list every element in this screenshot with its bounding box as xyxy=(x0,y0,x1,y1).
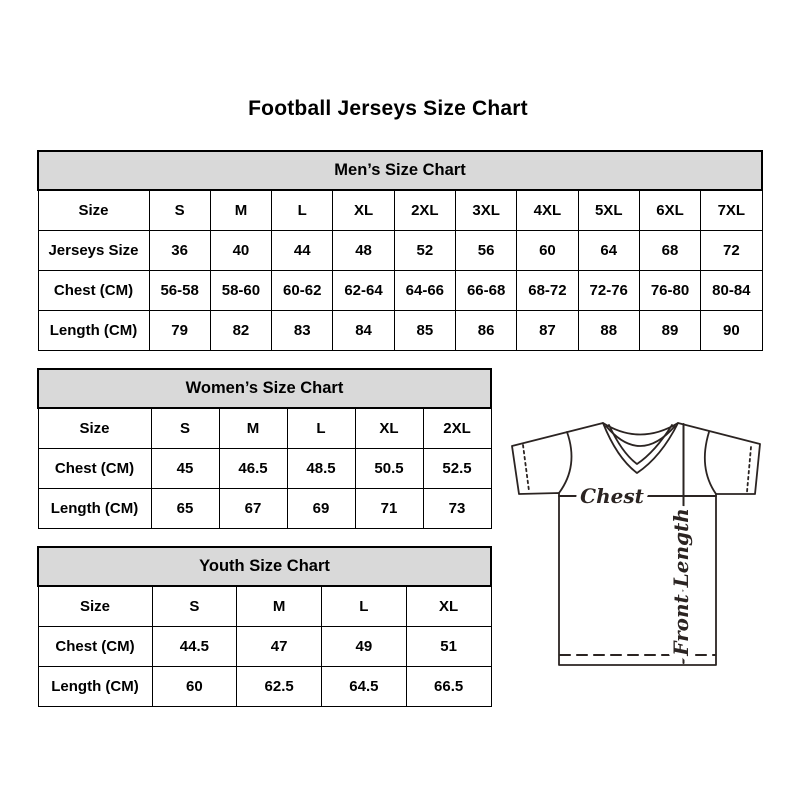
mens-size-table xyxy=(37,150,763,351)
men-size-value-cell: 58-60 xyxy=(210,270,271,310)
youth-row-label: Chest (CM) xyxy=(38,626,152,666)
men-size-value-cell: 85 xyxy=(394,310,455,350)
youth-size-value-cell: M xyxy=(237,586,322,626)
men-size-value-cell: 6XL xyxy=(639,190,700,230)
women-size-value-cell: 69 xyxy=(287,488,355,528)
youth-table xyxy=(37,546,492,707)
women-size-value-cell: 2XL xyxy=(423,408,491,448)
men-row-label: Jerseys Size xyxy=(38,230,149,270)
men-table xyxy=(37,150,763,351)
chest-label: Chest xyxy=(580,484,644,508)
youth-table-row xyxy=(38,626,491,666)
youth-size-value-cell: 64.5 xyxy=(322,666,407,706)
women-size-value-cell: 65 xyxy=(151,488,219,528)
women-table-row xyxy=(38,408,491,448)
youth-table-title: Youth Size Chart xyxy=(38,547,491,586)
men-size-value-cell: 83 xyxy=(272,310,333,350)
men-size-value-cell: 80-84 xyxy=(701,270,762,310)
women-size-value-cell: M xyxy=(219,408,287,448)
men-size-value-cell: 60-62 xyxy=(272,270,333,310)
women-size-value-cell: S xyxy=(151,408,219,448)
page-title: Football Jerseys Size Chart xyxy=(248,97,528,120)
women-size-value-cell: 71 xyxy=(355,488,423,528)
women-size-value-cell: 48.5 xyxy=(287,448,355,488)
men-table-row xyxy=(38,270,762,310)
men-row-label: Size xyxy=(38,190,149,230)
men-size-value-cell: 84 xyxy=(333,310,394,350)
men-size-value-cell: 90 xyxy=(701,310,762,350)
youth-size-value-cell: 49 xyxy=(322,626,407,666)
youth-size-value-cell: 51 xyxy=(406,626,491,666)
men-size-value-cell: 44 xyxy=(272,230,333,270)
men-size-value-cell: 4XL xyxy=(517,190,578,230)
men-size-value-cell: 2XL xyxy=(394,190,455,230)
jersey-outline xyxy=(512,423,760,665)
women-size-value-cell: 50.5 xyxy=(355,448,423,488)
jersey-diagram-svg xyxy=(505,410,763,672)
youth-table-row xyxy=(38,586,491,626)
men-size-value-cell: 52 xyxy=(394,230,455,270)
men-size-value-cell: M xyxy=(210,190,271,230)
youth-size-value-cell: S xyxy=(152,586,237,626)
youth-size-value-cell: 44.5 xyxy=(152,626,237,666)
men-size-value-cell: 5XL xyxy=(578,190,639,230)
men-size-value-cell: 62-64 xyxy=(333,270,394,310)
men-size-value-cell: 64 xyxy=(578,230,639,270)
jersey-measurement-diagram xyxy=(505,410,763,672)
youth-size-value-cell: L xyxy=(322,586,407,626)
men-size-value-cell: 72-76 xyxy=(578,270,639,310)
women-size-value-cell: 73 xyxy=(423,488,491,528)
youth-size-value-cell: XL xyxy=(406,586,491,626)
women-size-value-cell: 52.5 xyxy=(423,448,491,488)
women-table xyxy=(37,368,492,529)
youth-row-label: Size xyxy=(38,586,152,626)
men-size-value-cell: 76-80 xyxy=(639,270,700,310)
men-size-value-cell: 48 xyxy=(333,230,394,270)
men-size-value-cell: 7XL xyxy=(701,190,762,230)
men-size-value-cell: 72 xyxy=(701,230,762,270)
youth-table-row xyxy=(38,666,491,706)
youth-size-value-cell: 60 xyxy=(152,666,237,706)
women-table-row xyxy=(38,488,491,528)
youth-size-value-cell: 66.5 xyxy=(406,666,491,706)
men-size-value-cell: 89 xyxy=(639,310,700,350)
women-row-label: Length (CM) xyxy=(38,488,151,528)
men-size-value-cell: 68 xyxy=(639,230,700,270)
womens-size-table xyxy=(37,368,492,529)
youth-size-value-cell: 47 xyxy=(237,626,322,666)
men-size-value-cell: 79 xyxy=(149,310,210,350)
men-size-value-cell: 56-58 xyxy=(149,270,210,310)
men-row-label: Length (CM) xyxy=(38,310,149,350)
men-size-value-cell: 66-68 xyxy=(455,270,516,310)
men-size-value-cell: 60 xyxy=(517,230,578,270)
youth-row-label: Length (CM) xyxy=(38,666,152,706)
men-size-value-cell: 36 xyxy=(149,230,210,270)
men-table-row xyxy=(38,310,762,350)
men-row-label: Chest (CM) xyxy=(38,270,149,310)
men-size-value-cell: 88 xyxy=(578,310,639,350)
youth-size-value-cell: 62.5 xyxy=(237,666,322,706)
men-size-value-cell: 3XL xyxy=(455,190,516,230)
men-size-value-cell: 68-72 xyxy=(517,270,578,310)
women-row-label: Chest (CM) xyxy=(38,448,151,488)
women-row-label: Size xyxy=(38,408,151,448)
men-size-value-cell: S xyxy=(149,190,210,230)
women-size-value-cell: 46.5 xyxy=(219,448,287,488)
men-size-value-cell: XL xyxy=(333,190,394,230)
men-table-row xyxy=(38,190,762,230)
women-table-title: Women’s Size Chart xyxy=(38,369,491,408)
men-size-value-cell: 82 xyxy=(210,310,271,350)
men-table-title: Men’s Size Chart xyxy=(38,151,762,190)
men-size-value-cell: 86 xyxy=(455,310,516,350)
women-size-value-cell: 45 xyxy=(151,448,219,488)
women-table-row xyxy=(38,448,491,488)
men-size-value-cell: 40 xyxy=(210,230,271,270)
men-size-value-cell: 56 xyxy=(455,230,516,270)
youth-size-table xyxy=(37,546,492,707)
men-size-value-cell: 87 xyxy=(517,310,578,350)
front-length-label: Front Length xyxy=(669,508,693,656)
men-size-value-cell: 64-66 xyxy=(394,270,455,310)
women-size-value-cell: 67 xyxy=(219,488,287,528)
women-size-value-cell: XL xyxy=(355,408,423,448)
women-size-value-cell: L xyxy=(287,408,355,448)
men-table-row xyxy=(38,230,762,270)
men-size-value-cell: L xyxy=(272,190,333,230)
